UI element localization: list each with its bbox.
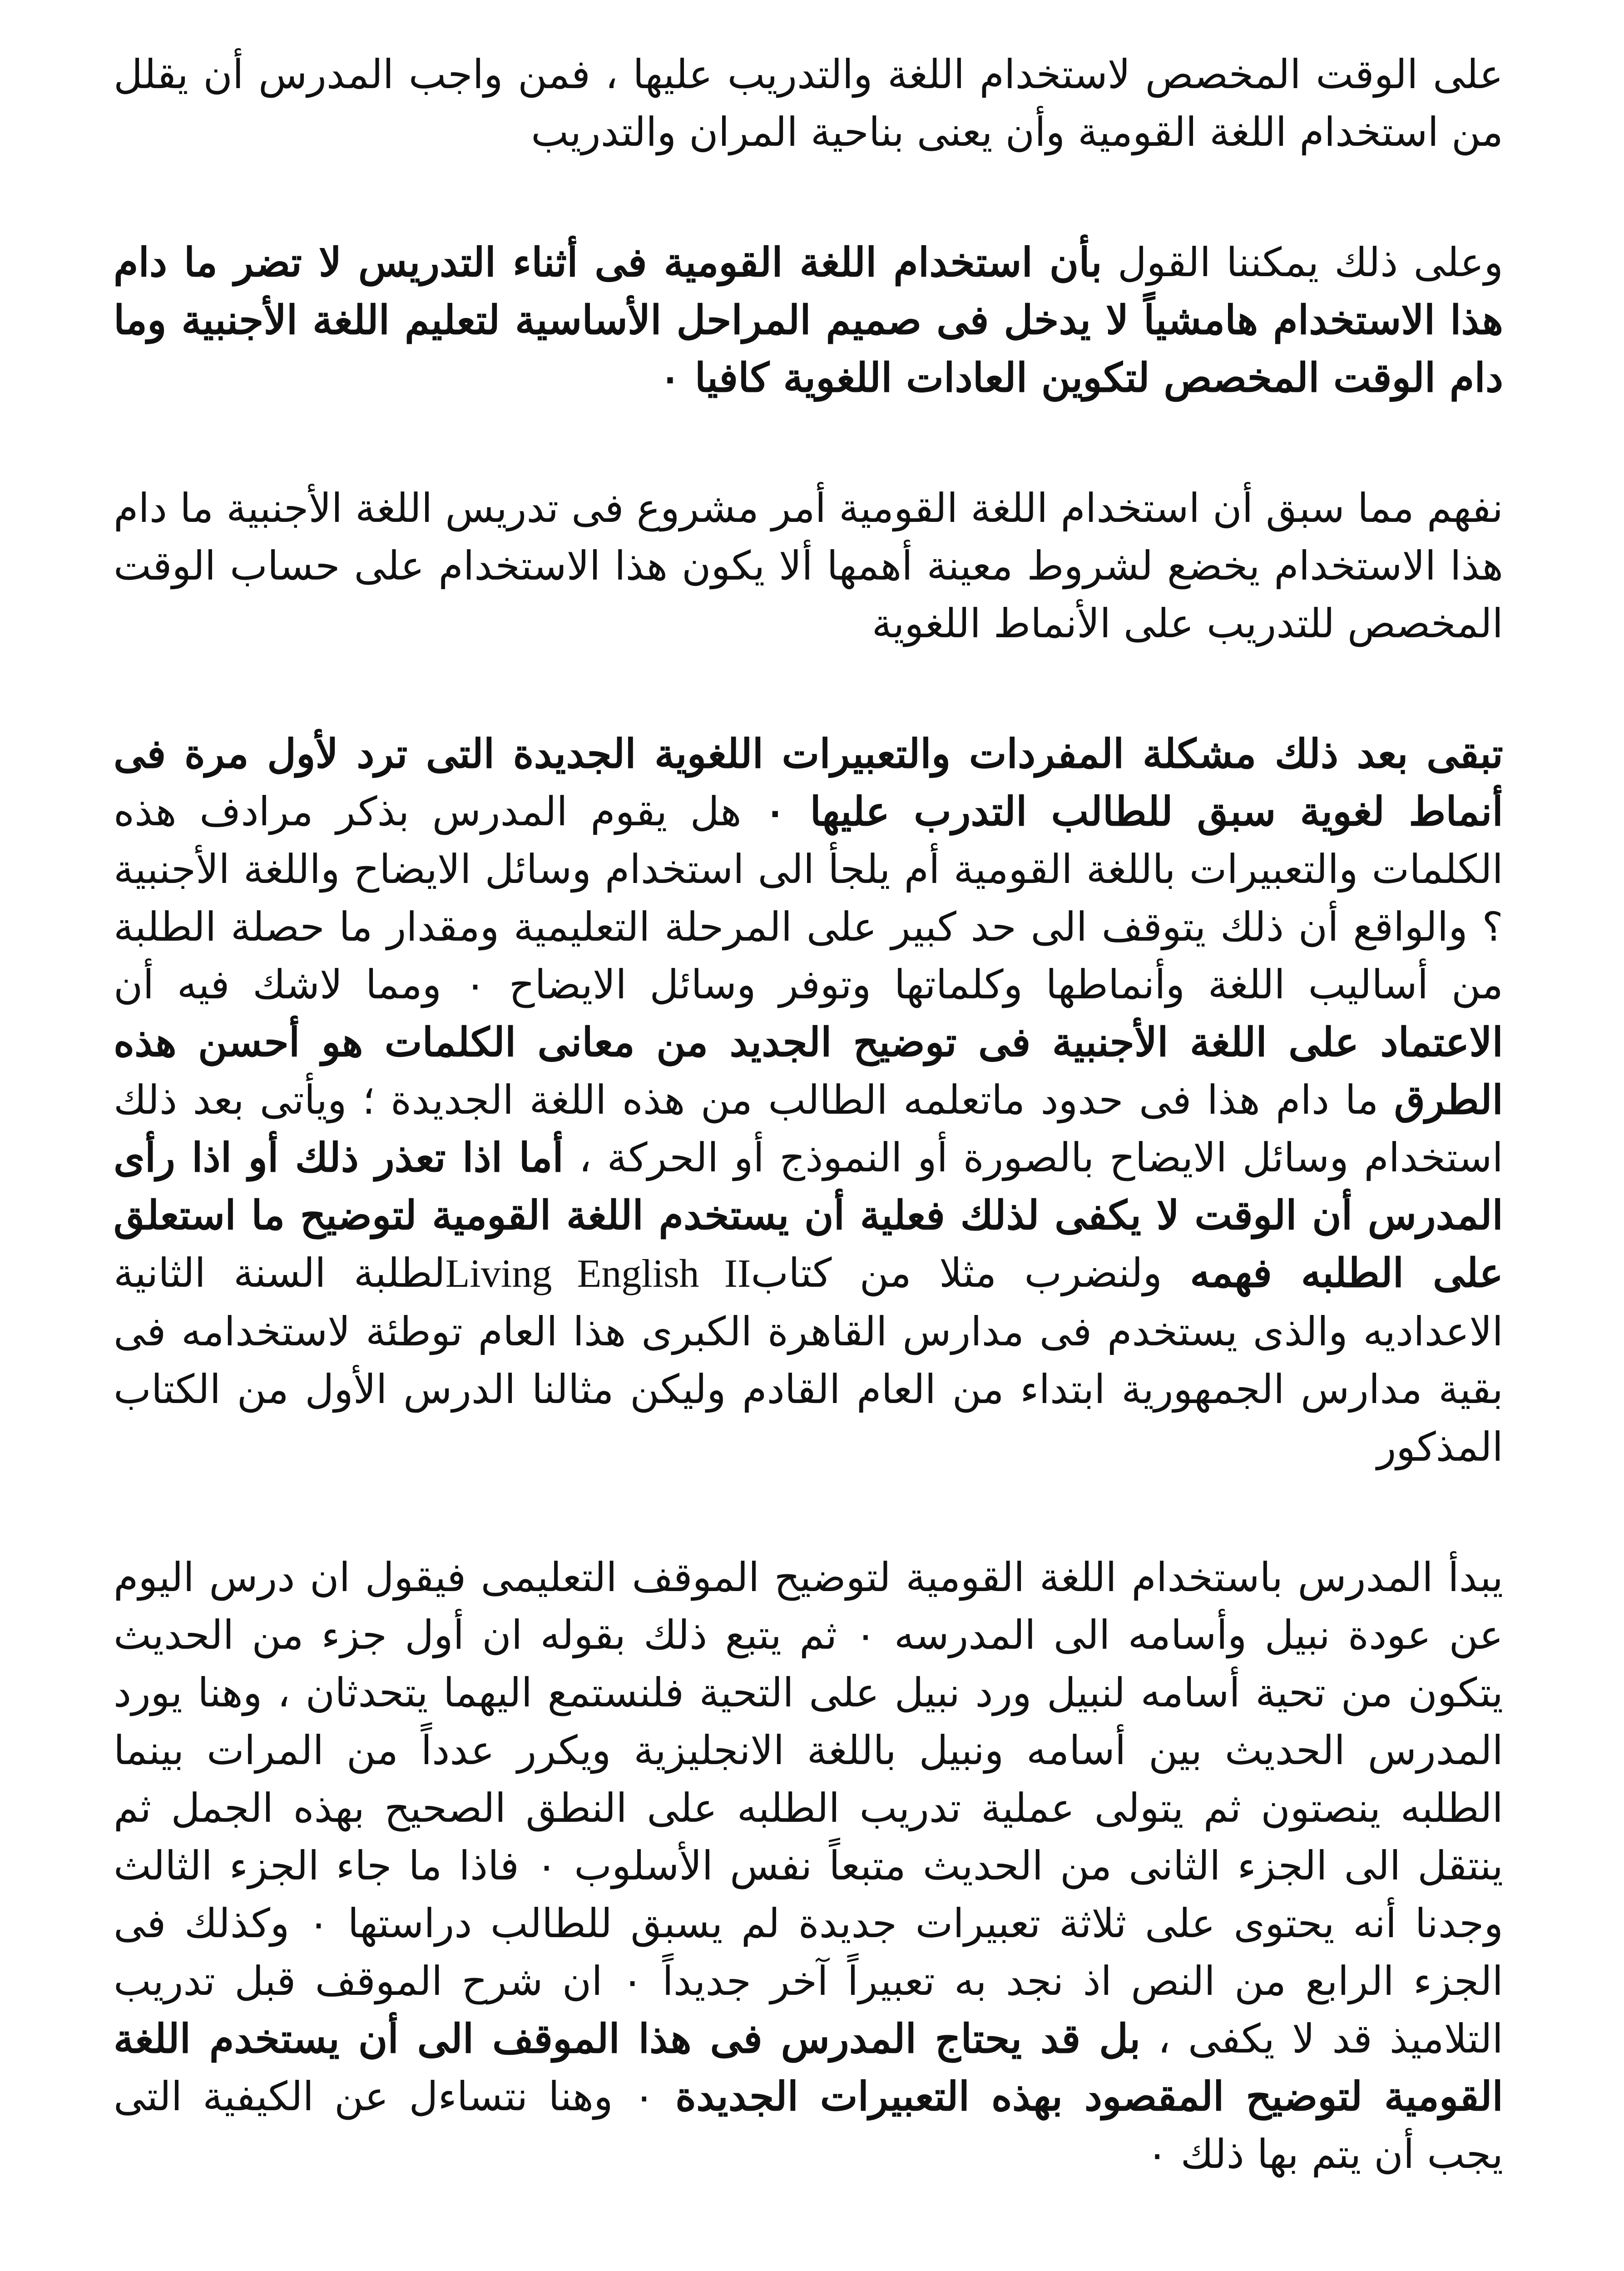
body-text-segment: ما دام هذا فى حدود ماتعلمه الطالب من هذه اللغة الجديدة ؛ ويأتى بعد ذلك استخدام وسائل الايضاح بالصورة أو النموذج أو الحركة ،	[114, 1076, 1503, 1181]
document-page	[114, 45, 1503, 2271]
bold-text: بأن استخدام اللغة القومية فى أثناء التدريس لا تضر ما دام هذا الاستخدام هامشياً لا يدخل فى صميم المراحل الأساسية لتعليم اللغة الأجنبية وما دام الوقت المخصص لتكوين العادات اللغوية كافيا ٠	[114, 238, 1503, 401]
paragraph	[114, 1548, 1503, 2183]
bold-text: بل قد يحتاج المدرس فى هذا الموقف الى أن يستخدم اللغة القومية لتوضيح المقصود بهذه التعبيرات الجديدة	[114, 2015, 1503, 2120]
body-text-segment: ٠ وهنا نتساءل عن الكيفية التى يجب أن يتم بها ذلك ٠	[114, 2073, 1503, 2177]
body-text	[114, 45, 1503, 2183]
body-text-segment: نفهم مما سبق أن استخدام اللغة القومية أمر مشروع فى تدريس اللغة الأجنبية ما دام هذا الاستخدام يخضع لشروط معينة أهمها ألا يكون هذا الاستخدام على حساب الوقت المخصص للتدريب على الأنماط اللغوية	[114, 485, 1503, 647]
body-text-segment: يبدأ المدرس باستخدام اللغة القومية لتوضيح الموقف التعليمى فيقول ان درس اليوم عن عودة نبيل وأسامه الى المدرسه ٠ ثم يتبع ذلك بقوله ان أول جزء من الحديث يتكون من تحية أسامه لنبيل ورد نبيل على التحية فلنستمع اليهما يتحدثان ، وهنا يورد المدرس الحديث بين أسامه ونبيل باللغة الانجليزية ويكرر عدداً من المرات بينما الطلبه ينصتون ثم يتولى عملية تدريب الطلبه على النطق الصحيح بهذه الجمل ثم ينتقل الى الجزء الثانى من الحديث متبعاً نفس الأسلوب ٠ فاذا ما جاء الجزء الثالث وجدنا أنه يحتوى على ثلاثة تعبيرات جديدة لم يسبق للطالب دراستها ٠ وكذلك فى الجزء الرابع من النص اذ نجد به تعبيراً آخر جديداً ٠ ان شرح الموقف قبل تدريب التلاميذ قد لا يكفى ،	[114, 1554, 1504, 2062]
paragraph	[114, 45, 1503, 161]
bold-text: تبقى بعد ذلك مشكلة المفردات والتعبيرات اللغوية الجديدة التى ترد لأول مرة فى أنماط لغوية سبق للطالب التدرب عليها ٠	[114, 730, 1503, 835]
paragraph	[114, 725, 1503, 1476]
body-text-segment: Living English II	[445, 1252, 751, 1296]
body-text-segment: على الوقت المخصص لاستخدام اللغة والتدريب عليها ، فمن واجب المدرس أن يقلل من استخدام اللغة القومية وأن يعنى بناحية المران والتدريب	[114, 51, 1503, 155]
paragraph	[114, 233, 1503, 407]
body-text-segment: هل يقوم المدرس بذكر مرادف هذه الكلمات والتعبيرات باللغة القومية أم يلجأ الى استخدام وسائل الايضاح واللغة الأجنبية ؟ والواقع أن ذلك يتوقف الى حد كبير على المرحلة التعليمية ومقدار ما حصلة الطلبة من أساليب اللغة وأنماطها وكلماتها وتوفر وسائل الايضاح ٠ ومما لاشك فيه أن	[114, 788, 1503, 1008]
bold-text: الاعتماد على اللغة الأجنبية فى توضيح الجديد من معانى الكلمات هو أحسن هذه الطرق	[114, 1018, 1503, 1123]
body-text-segment: ولنضرب مثلا من كتاب	[751, 1250, 1190, 1296]
body-text-segment: لطلبة السنة الثانية الاعداديه والذى يستخدم فى مدارس القاهرة الكبرى هذا العام توطئة لاستخدامه فى بقية مدارس الجمهورية ابتداء من العام القادم وليكن مثالنا الدرس الأول من الكتاب المذكور	[114, 1250, 1503, 1470]
bold-text: أما اذا تعذر ذلك أو اذا رأى المدرس أن الوقت لا يكفى لذلك فعلية أن يستخدم اللغة القومية لتوضيح ما استعلق على الطلبه فهمه	[114, 1134, 1503, 1296]
body-text-segment: وعلى ذلك يمكننا القول	[1102, 239, 1503, 286]
paragraph	[114, 479, 1503, 652]
